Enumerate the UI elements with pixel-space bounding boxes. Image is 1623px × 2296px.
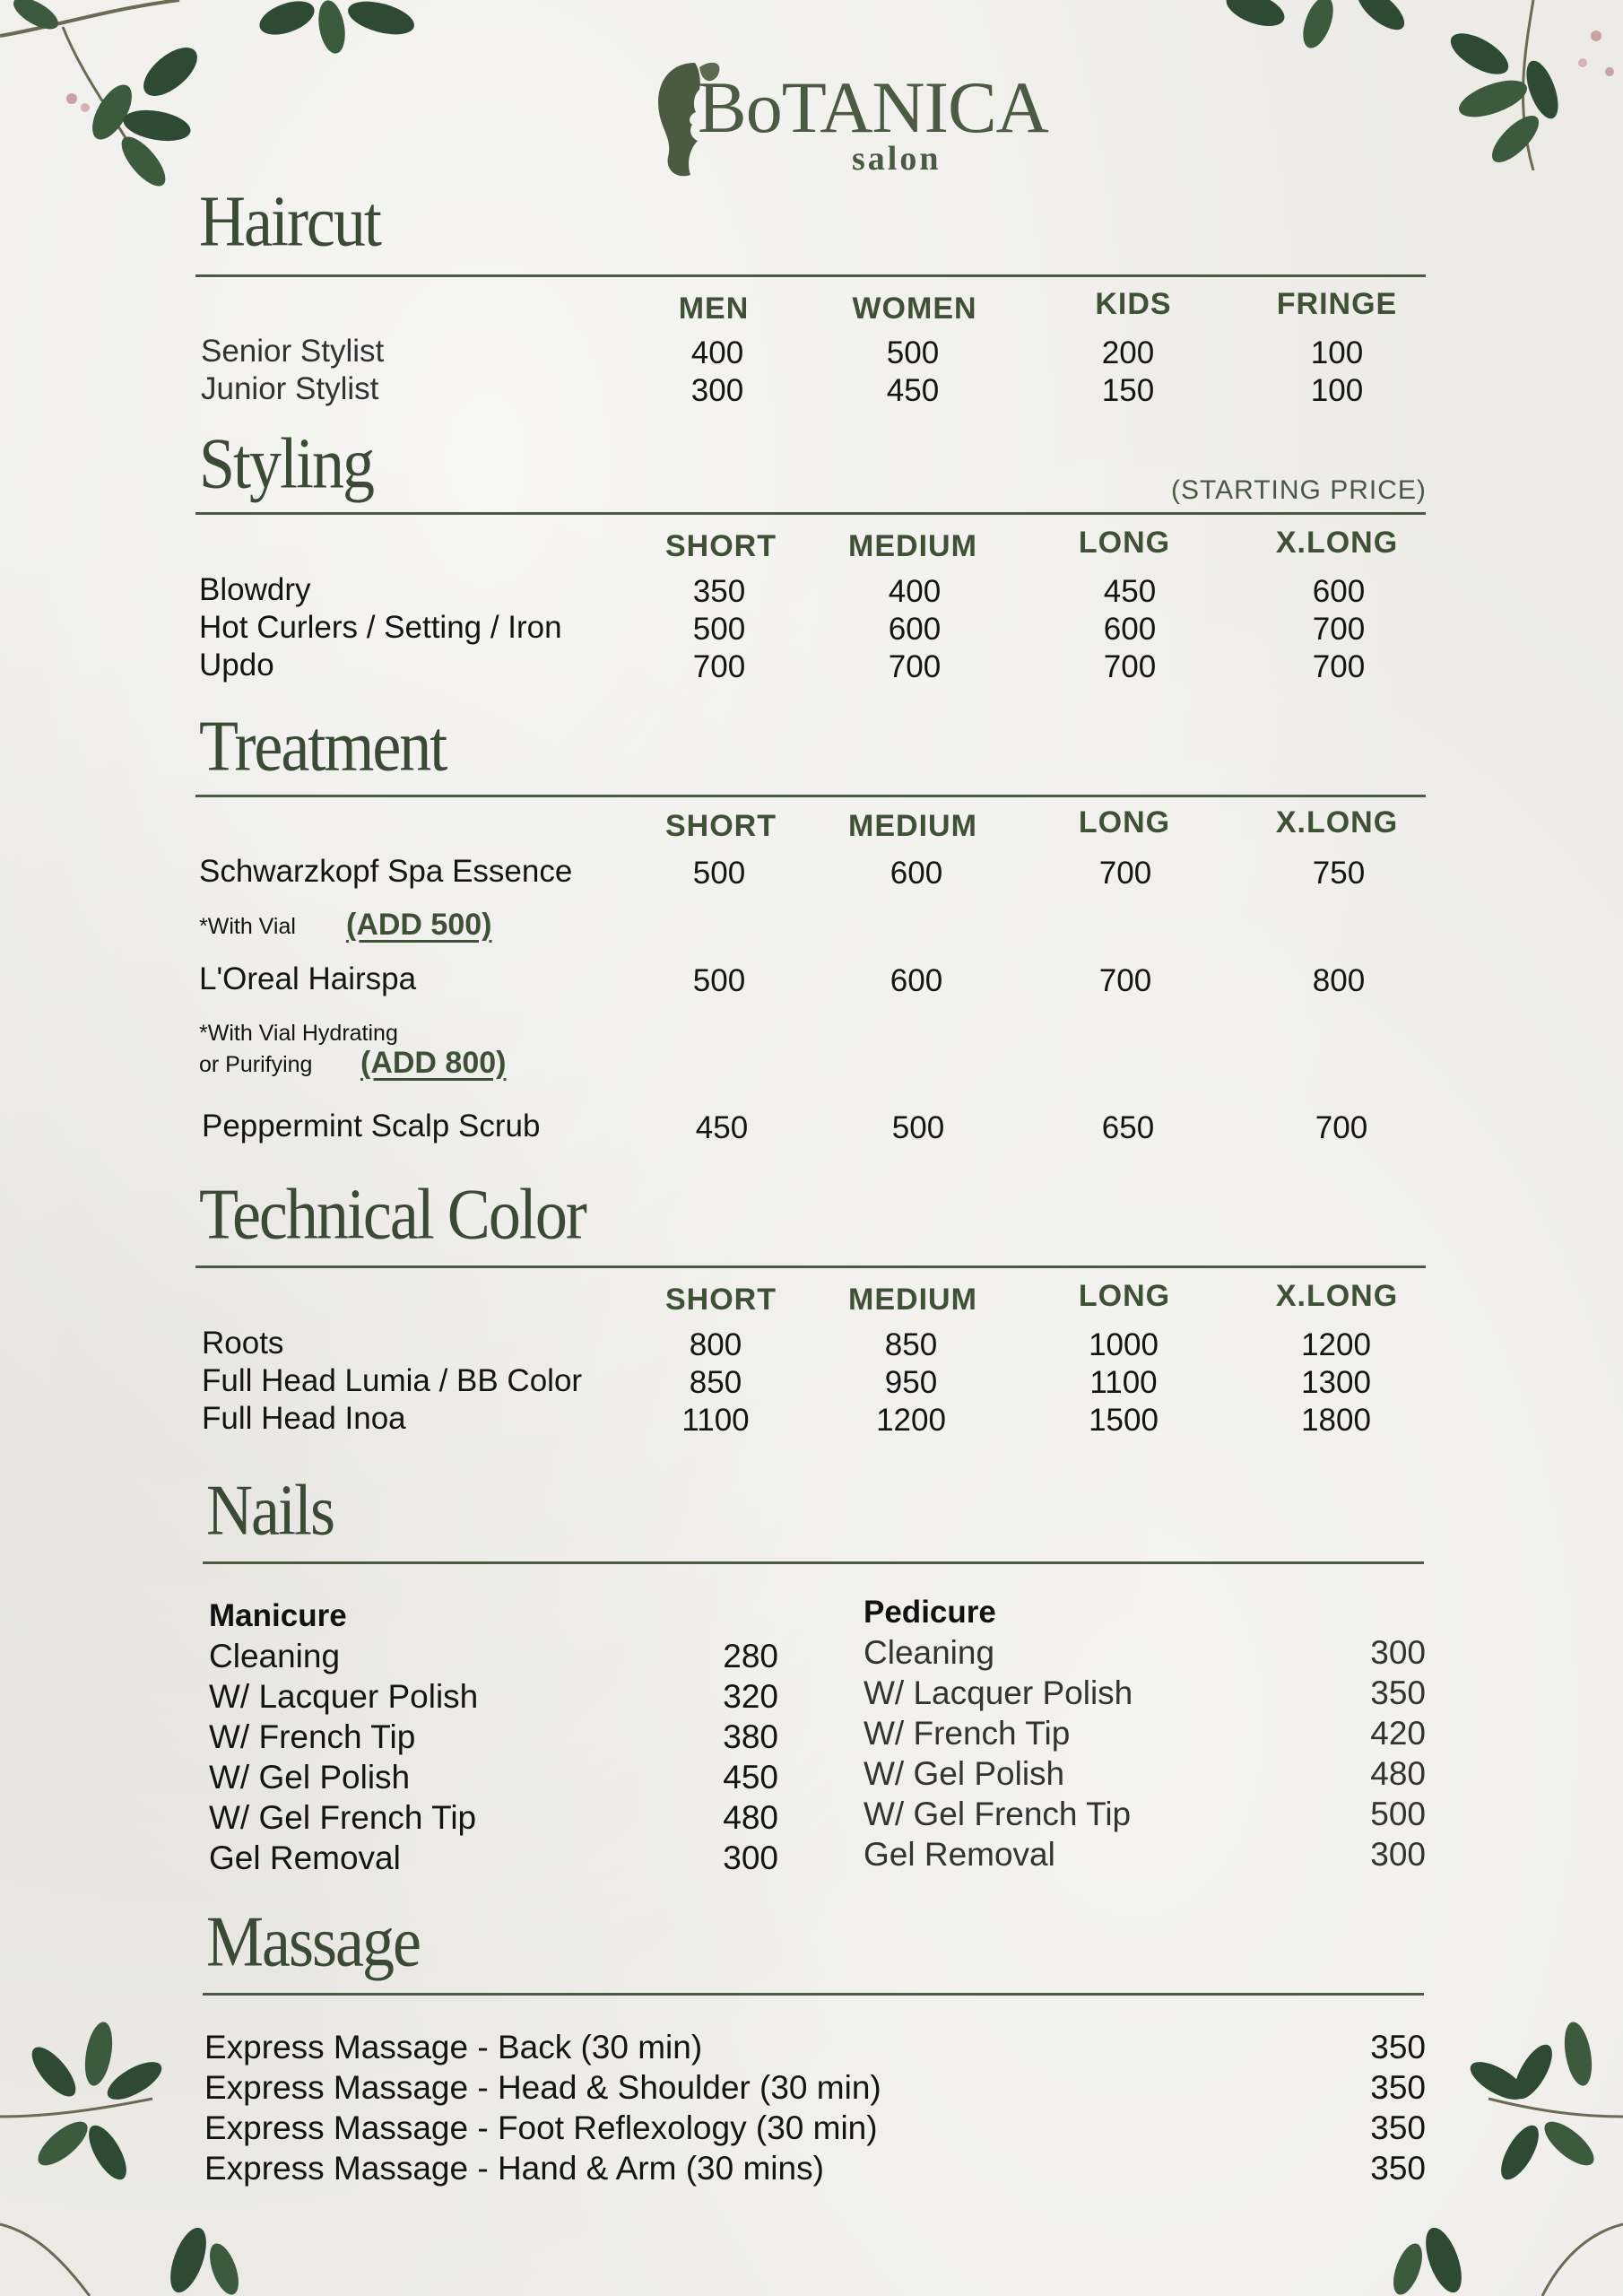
price-cell: 950 [884,1365,938,1400]
price-cell: 1300 [1301,1365,1371,1400]
nails-divider [203,1561,1424,1564]
haircut-col-kids: KIDS [1095,287,1172,321]
massage-item: Express Massage - Head & Shoulder (30 min) [204,2069,881,2106]
price-cell: 600 [1103,612,1157,647]
price-cell: 600 [1312,574,1366,609]
manicure-heading: Manicure [209,1598,347,1633]
price-cell: 600 [890,963,943,998]
pedicure-price: 300 [1370,1634,1426,1671]
massage-divider [203,1993,1424,1996]
manicure-item: W/ Lacquer Polish [209,1678,479,1715]
price-cell: 500 [886,335,940,370]
massage-price: 350 [1370,2150,1426,2187]
styling-col-xlong: X.LONG [1275,526,1399,560]
price-cell: 450 [1103,574,1157,609]
technical-color-divider [195,1265,1426,1268]
treatment-col-long: LONG [1078,805,1171,839]
haircut-col-men: MEN [678,291,750,326]
manicure-item: W/ French Tip [209,1718,416,1755]
color-row-label: Full Head Lumia / BB Color [202,1363,583,1398]
price-cell: 500 [891,1110,945,1145]
massage-item: Express Massage - Foot Reflexology (30 min) [204,2109,878,2146]
styling-col-short: SHORT [665,529,777,563]
vial-addon-price: (ADD 500) [346,908,492,942]
pedicure-item: W/ Gel French Tip [864,1796,1132,1832]
leaf-decoration-top-center [251,0,430,54]
starting-price-note: (STARTING PRICE) [1171,475,1427,505]
manicure-price: 380 [723,1718,778,1755]
price-cell: 500 [692,856,746,891]
price-cell: 500 [692,612,746,647]
haircut-divider [195,274,1426,277]
brand-name: BoTANICA [698,66,1048,148]
styling-row-label: Updo [199,648,274,683]
treatment-row-label: Peppermint Scalp Scrub [202,1109,541,1144]
price-cell: 850 [884,1327,938,1362]
treatment-col-xlong: X.LONG [1275,805,1399,839]
leaf-decoration-top-left [0,0,251,197]
price-cell: 800 [1312,963,1366,998]
manicure-item: W/ Gel Polish [209,1759,411,1796]
price-cell: 750 [1312,856,1366,891]
price-cell: 700 [1098,963,1152,998]
pedicure-price: 350 [1370,1674,1426,1711]
price-cell: 450 [886,373,940,408]
manicure-item: W/ Gel French Tip [209,1799,477,1836]
price-cell: 450 [695,1110,749,1145]
styling-col-medium: MEDIUM [848,529,977,563]
brand-logo [646,58,1048,193]
price-cell: 100 [1310,373,1364,408]
manicure-price: 480 [723,1799,778,1836]
styling-heading: Styling [199,422,374,504]
price-cell: 650 [1101,1110,1155,1145]
price-cell: 500 [692,963,746,998]
manicure-price: 450 [723,1759,778,1796]
pedicure-item: W/ French Tip [864,1715,1071,1752]
price-cell: 700 [1312,649,1366,684]
massage-item: Express Massage - Back (30 min) [204,2029,703,2066]
pedicure-price: 300 [1370,1836,1426,1873]
price-cell: 200 [1101,335,1155,370]
haircut-heading: Haircut [199,180,380,262]
price-cell: 600 [890,856,943,891]
price-cell: 600 [888,612,942,647]
technical-color-heading: Technical Color [199,1173,586,1255]
price-cell: 700 [1315,1110,1368,1145]
price-cell: 1100 [681,1403,750,1438]
manicure-price: 280 [723,1638,778,1674]
price-cell: 700 [692,649,746,684]
vial-addon-price: (ADD 800) [360,1046,507,1080]
color-col-short: SHORT [665,1283,777,1317]
vial-note: or Purifying [199,1052,313,1077]
manicure-item: Cleaning [209,1638,341,1674]
price-cell: 150 [1101,373,1155,408]
massage-price: 350 [1370,2109,1426,2146]
vial-note: *With Vial Hydrating [199,1021,398,1046]
treatment-row-label: Schwarzkopf Spa Essence [199,854,573,889]
price-cell: 1800 [1301,1403,1371,1438]
pedicure-item: Gel Removal [864,1836,1055,1873]
price-cell: 1500 [1089,1403,1159,1438]
treatment-col-short: SHORT [665,809,777,843]
price-cell: 700 [1098,856,1152,891]
haircut-row-label: Senior Stylist [201,334,385,369]
price-cell: 100 [1310,335,1364,370]
pedicure-heading: Pedicure [864,1595,996,1630]
styling-divider [195,512,1426,515]
manicure-item: Gel Removal [209,1839,401,1876]
price-cell: 850 [689,1365,742,1400]
pedicure-price: 480 [1370,1755,1426,1792]
haircut-col-fringe: FRINGE [1276,287,1398,321]
brand-subtitle: salon [852,140,942,178]
price-cell: 1100 [1089,1365,1158,1400]
price-cell: 400 [690,335,744,370]
price-cell: 1200 [876,1403,946,1438]
haircut-col-women: WOMEN [852,291,977,326]
price-cell: 700 [1103,649,1157,684]
leaf-decoration-top-right [1175,0,1623,170]
massage-item: Express Massage - Hand & Arm (30 mins) [204,2150,824,2187]
pedicure-item: W/ Gel Polish [864,1755,1065,1792]
price-cell: 700 [1312,612,1366,647]
color-col-medium: MEDIUM [848,1283,977,1317]
massage-price: 350 [1370,2029,1426,2066]
pedicure-price: 420 [1370,1715,1426,1752]
color-row-label: Roots [202,1326,284,1361]
pedicure-price: 500 [1370,1796,1426,1832]
price-cell: 300 [690,373,744,408]
price-cell: 1200 [1301,1327,1371,1362]
pedicure-item: W/ Lacquer Polish [864,1674,1133,1711]
treatment-heading: Treatment [199,705,447,787]
price-cell: 700 [888,649,942,684]
price-cell: 400 [888,574,942,609]
price-cell: 1000 [1089,1327,1159,1362]
haircut-row-label: Junior Stylist [201,371,379,406]
manicure-price: 300 [723,1839,778,1876]
treatment-row-label: L'Oreal Hairspa [199,961,417,996]
color-col-long: LONG [1078,1279,1171,1313]
vial-note: *With Vial [199,914,296,939]
price-cell: 350 [692,574,746,609]
styling-row-label: Hot Curlers / Setting / Iron [199,610,562,645]
color-col-xlong: X.LONG [1275,1279,1399,1313]
massage-price: 350 [1370,2069,1426,2106]
treatment-divider [195,795,1426,797]
manicure-price: 320 [723,1678,778,1715]
nails-heading: Nails [206,1469,334,1551]
color-row-label: Full Head Inoa [202,1401,406,1436]
styling-row-label: Blowdry [199,572,311,607]
price-cell: 800 [689,1327,742,1362]
pedicure-item: Cleaning [864,1634,995,1671]
styling-col-long: LONG [1078,526,1171,560]
massage-heading: Massage [206,1900,420,1982]
treatment-col-medium: MEDIUM [848,809,977,843]
